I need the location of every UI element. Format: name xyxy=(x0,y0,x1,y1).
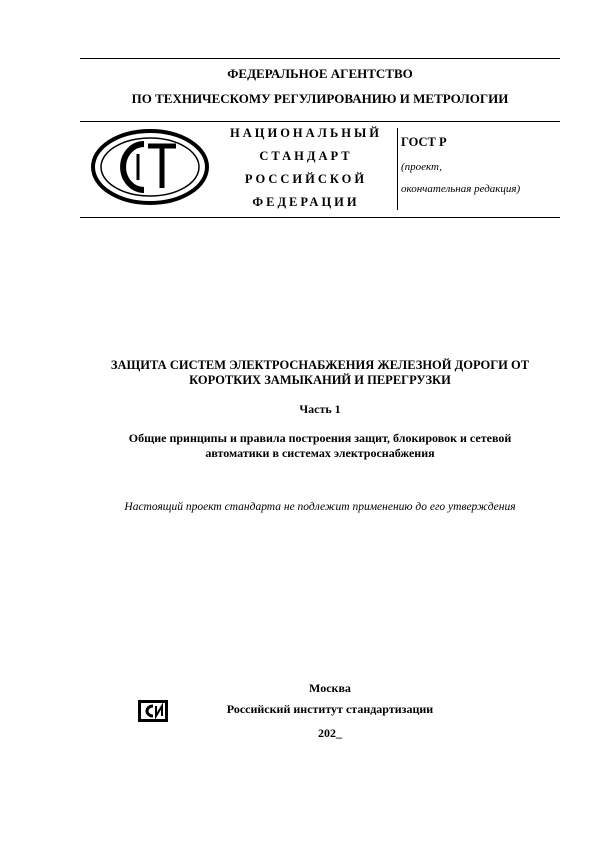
rst-logo-icon xyxy=(90,128,210,206)
draft-status-line-1: (проект, xyxy=(401,161,443,173)
gost-designation: ГОСТ Р xyxy=(401,135,447,149)
vertical-divider xyxy=(397,128,398,210)
part-number: Часть 1 xyxy=(299,402,341,416)
draft-status-line-2: окончательная редакция) xyxy=(401,183,521,195)
subtitle-line-2: автоматики в системах электроснабжения xyxy=(205,446,435,460)
standard-line-4: ФЕДЕРАЦИИ xyxy=(252,195,360,209)
publication-year: 202_ xyxy=(318,726,342,740)
standard-line-3: РОССИЙСКОЙ xyxy=(244,172,368,186)
publication-city: Москва xyxy=(309,681,351,695)
publisher-name: Российский институт стандартизации xyxy=(226,702,434,716)
agency-line-1: ФЕДЕРАЛЬНОЕ АГЕНТСТВО xyxy=(227,66,413,81)
document-title-line-1: ЗАЩИТА СИСТЕМ ЭЛЕКТРОСНАБЖЕНИЯ ЖЕЛЕЗНОЙ ДОРОГИ ОТ xyxy=(110,358,530,372)
middle-rule xyxy=(80,121,560,122)
subtitle-line-1: Общие принципы и правила построения защит, блокировок и сетевой xyxy=(128,431,512,445)
top-rule xyxy=(80,58,560,59)
document-title-line-2: КОРОТКИХ ЗАМЫКАНИЙ И ПЕРЕГРУЗКИ xyxy=(189,373,451,387)
standard-line-1: НАЦИОНАЛЬНЫЙ xyxy=(230,126,382,140)
draft-notice: Настоящий проект стандарта не подлежит применению до его утверждения xyxy=(124,501,516,513)
bottom-rule xyxy=(80,217,560,218)
agency-line-2: ПО ТЕХНИЧЕСКОМУ РЕГУЛИРОВАНИЮ И МЕТРОЛОГИИ xyxy=(131,91,509,106)
standard-line-2: СТАНДАРТ xyxy=(259,149,353,163)
